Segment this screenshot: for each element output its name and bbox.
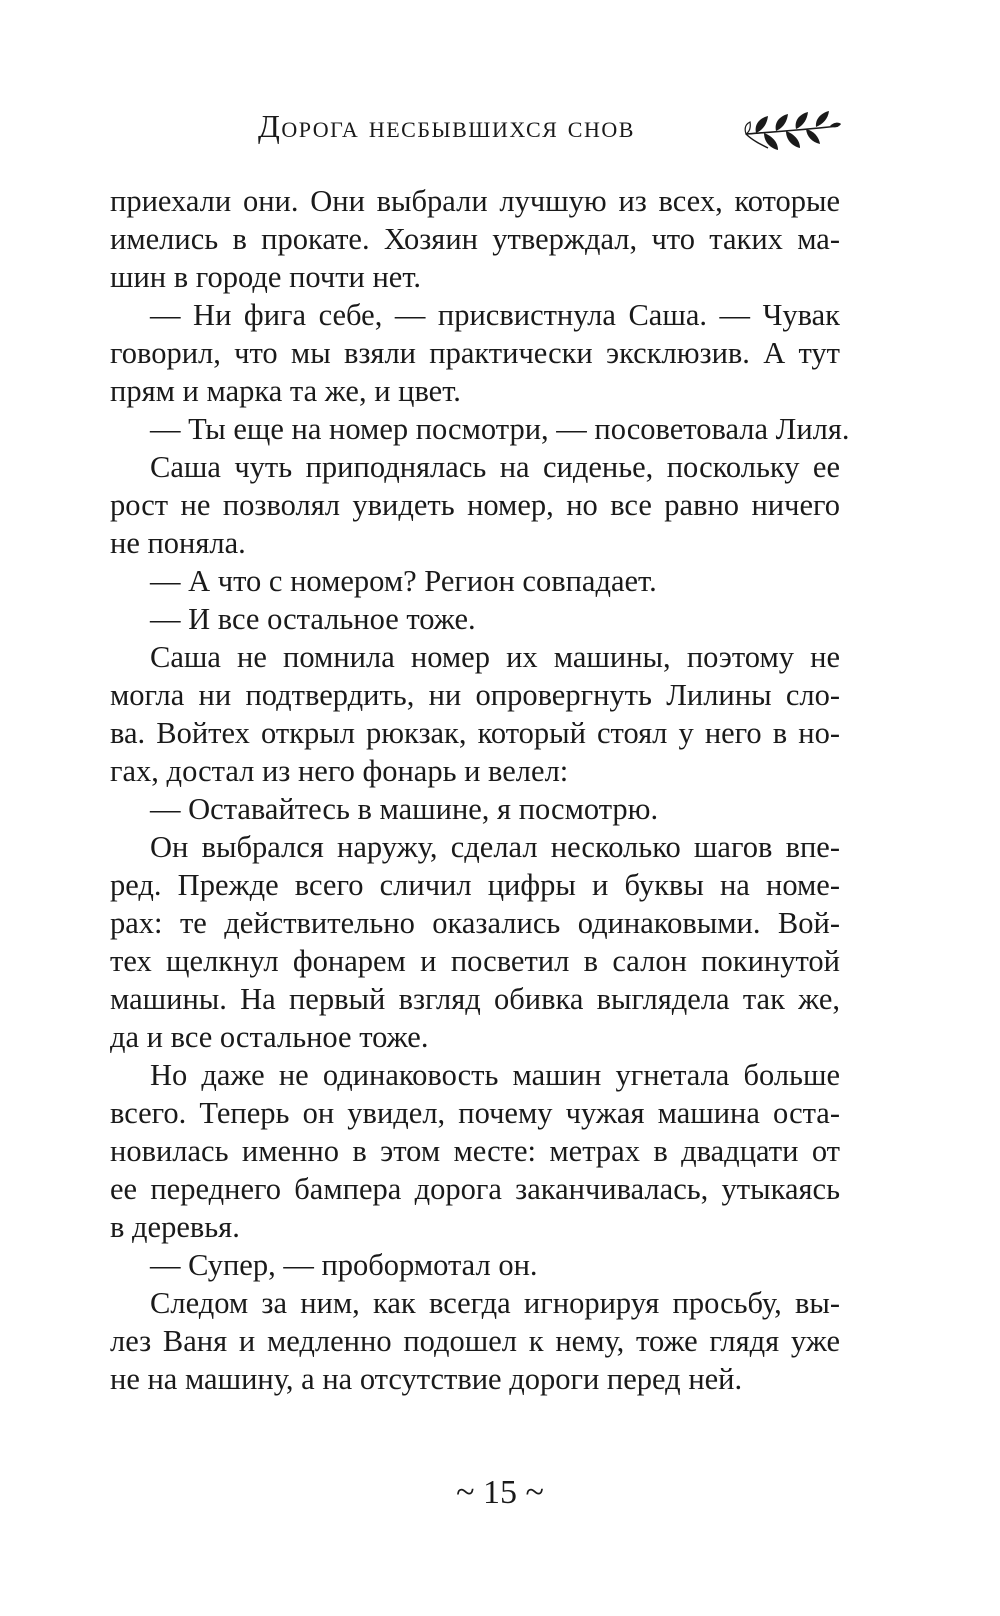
text-line: не поняла. [110,526,246,560]
running-header [0,104,1000,164]
text-line: — Ты еще на номер посмотри, — посоветовала Лиля. [150,412,850,446]
text-line: приехали они. Они выбрали лучшую из всех, которые [110,184,840,218]
text-line: в деревья. [110,1210,240,1244]
body-text [110,182,850,1398]
text-line: Саша чуть приподнялась на сиденье, поскольку ее [150,450,840,484]
text-line: ва. Войтех открыл рюкзак, который стоял у него в но- [110,716,840,750]
text-line: — И все остальное тоже. [150,602,476,636]
text-line: — Ни фига себе, — присвистнула Саша. — Чувак [150,298,840,332]
text-line: тех щелкнул фонарем и посветил в салон покинутой [110,944,840,978]
text-line: лез Ваня и медленно подошел к нему, тоже глядя уже [110,1324,840,1358]
text-line: прям и марка та же, и цвет. [110,374,461,408]
text-line: рост не позволял увидеть номер, но все равно ничего [110,488,840,522]
text-line: — Супер, — пробормотал он. [150,1248,538,1282]
text-line: всего. Теперь он увидел, почему чужая машина оста- [110,1096,840,1130]
laurel-branch-icon [742,104,842,156]
text-line: Но даже не одинаковость машин угнетала больше [150,1058,840,1092]
text-line: ред. Прежде всего сличил цифры и буквы на номе- [110,868,840,902]
text-line: рах: те действительно оказались одинаковыми. Вой- [110,906,840,940]
text-line: новилась именно в этом месте: метрах в двадцати от [110,1134,840,1168]
text-line: Саша не помнила номер их машины, поэтому не [150,640,840,674]
text-line: не на машину, а на отсутствие дороги перед ней. [110,1362,743,1396]
text-line: Следом за ним, как всегда игнорируя просьбу, вы- [150,1286,840,1320]
text-line: гах, достал из него фонарь и велел: [110,754,569,788]
text-line: да и все остальное тоже. [110,1020,429,1054]
text-line: — Оставайтесь в машине, я посмотрю. [150,792,659,826]
running-header-title: Дорога несбывшихся снов [258,108,635,144]
text-line: ее переднего бампера дорога заканчивалась, утыкаясь [110,1172,840,1206]
text-line: машины. На первый взгляд обивка выглядела так же, [110,982,840,1016]
text-line: имелись в прокате. Хозяин утверждал, что таких ма- [110,222,840,256]
text-line: шин в городе почти нет. [110,260,422,294]
text-line: говорил, что мы взяли практически эксклюзив. А тут [110,336,840,370]
text-line: Он выбрался наружу, сделал несколько шагов впе- [150,830,840,864]
page-number: ~ 15 ~ [456,1474,544,1511]
text-line: могла ни подтвердить, ни опровергнуть Лилины сло- [110,678,840,712]
text-line: — А что с номером? Регион совпадает. [150,564,657,598]
